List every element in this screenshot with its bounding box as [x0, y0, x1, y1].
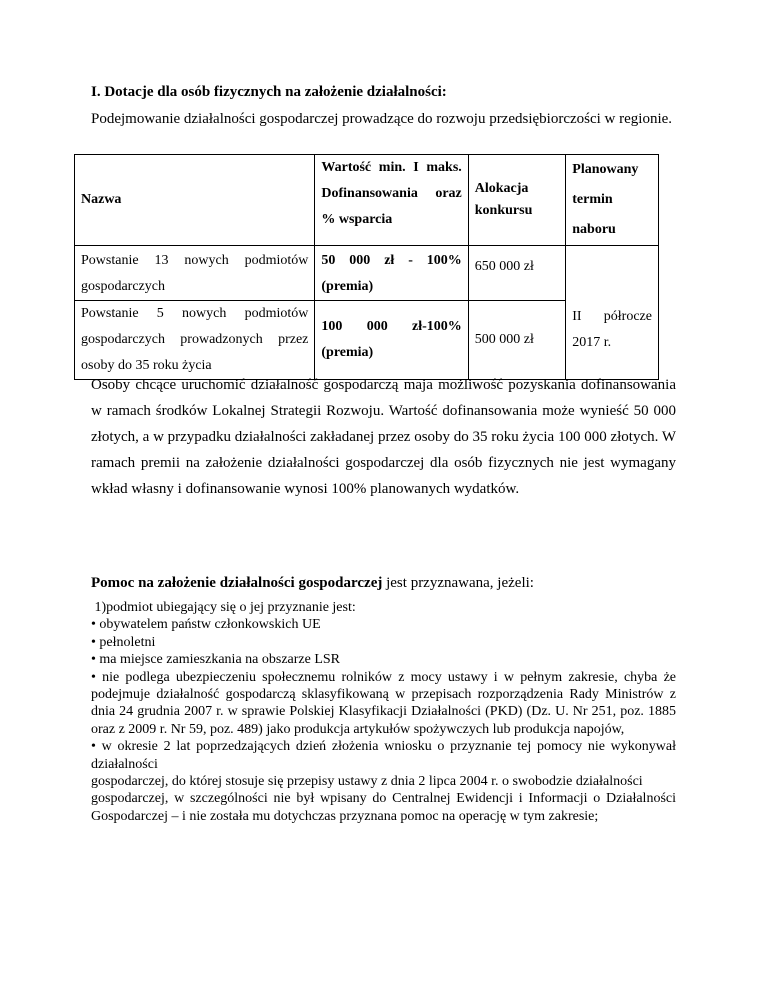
list-item: • ma miejsce zamieszkania na obszarze LSR	[91, 652, 341, 668]
description-paragraph: Osoby chcące uruchomić działalność gospodarczą maja możliwość pozyskania dofinansowania w ramach środków Lokalnej Strategii Rozwoju. Wartość dofinansowania może wynieść 50 000 złotych, a w przypadku działalności zakładanej przez osoby do 35 roku życia 100 000 złotych. W ramach premii na założenie działalności gospodarczej dla osób fizycznych nie jest wymagany wkład własny i dofinansowanie wynosi 100% planowanych wydatków.	[91, 377, 676, 497]
list-item: gospodarczej, w szczególności nie był wpisany do Centralnej Ewidencji i Informacji o Działalności Gospodarczej – i nie została mu dotychczas przyznana pomoc na operację w tym zakresie;	[91, 791, 676, 824]
row-2-value: 100 000 zł-100% (premia)	[315, 301, 468, 380]
intro-text: Podejmowanie działalności gospodarczej prowadzące do rozwoju przedsiębiorczości w regionie.	[91, 111, 673, 127]
list-item: • pełnoletni	[91, 634, 156, 650]
term-value: II półrocze 2017 r.	[566, 246, 659, 380]
header-allocation: Alokacja konkursu	[468, 155, 566, 246]
table-header-row	[75, 155, 659, 246]
list-item: • w okresie 2 lat poprzedzających dzień złożenia wniosku o przyznanie tej pomocy nie wykonywał działalności	[91, 739, 676, 772]
row-1-name: Powstanie 13 nowych podmiotów gospodarczych	[75, 246, 315, 301]
header-term: Planowany termin naboru	[566, 155, 659, 246]
section-heading: I. Dotacje dla osób fizycznych na założenie działalności:	[91, 84, 447, 100]
row-2-name: Powstanie 5 nowych podmiotów gospodarczych prowadzonych przez osoby do 35 roku życia	[75, 301, 315, 380]
row-1-allocation: 650 000 zł	[468, 246, 566, 301]
grants-table	[74, 154, 659, 380]
conditions-heading-rest: jest przyznawana, jeżeli:	[382, 575, 534, 591]
row-1-value: 50 000 zł - 100% (premia)	[315, 246, 468, 301]
conditions-heading-bold: Pomoc na założenie działalności gospodarczej	[91, 575, 383, 591]
list-item: • nie podlega ubezpieczeniu społecznemu rolników z mocy ustawy i w pełnym zakresie, chyba że podejmuje działalność gospodarczą sklasyfikowaną w przepisach rozporządzenia Rady Ministrów z dnia 24 grudnia 2007 r. w sprawie Polskiej Klasyfikacji Działalności (PKD) (Dz. U. Nr 251, poz. 1885 oraz z 2009 r. Nr 59, poz. 489) jako produkcja artykułów spożywczych lub produkcja napojów,	[91, 669, 676, 737]
conditions-lead: 1)podmiot ubiegający się o jej przyznanie jest:	[91, 600, 356, 615]
header-value: Wartość min. I maks. Dofinansowania oraz % wsparcia	[315, 155, 468, 246]
row-2-allocation: 500 000 zł	[468, 301, 566, 380]
header-name: Nazwa	[75, 155, 315, 246]
table-row	[75, 246, 659, 301]
conditions-heading	[91, 573, 534, 593]
list-item: • obywatelem państw członkowskich UE	[91, 617, 321, 633]
list-item: gospodarczej, do której stosuje się przepisy ustawy z dnia 2 lipca 2004 r. o swobodzie działalności	[91, 774, 643, 790]
conditions-list	[91, 599, 676, 825]
